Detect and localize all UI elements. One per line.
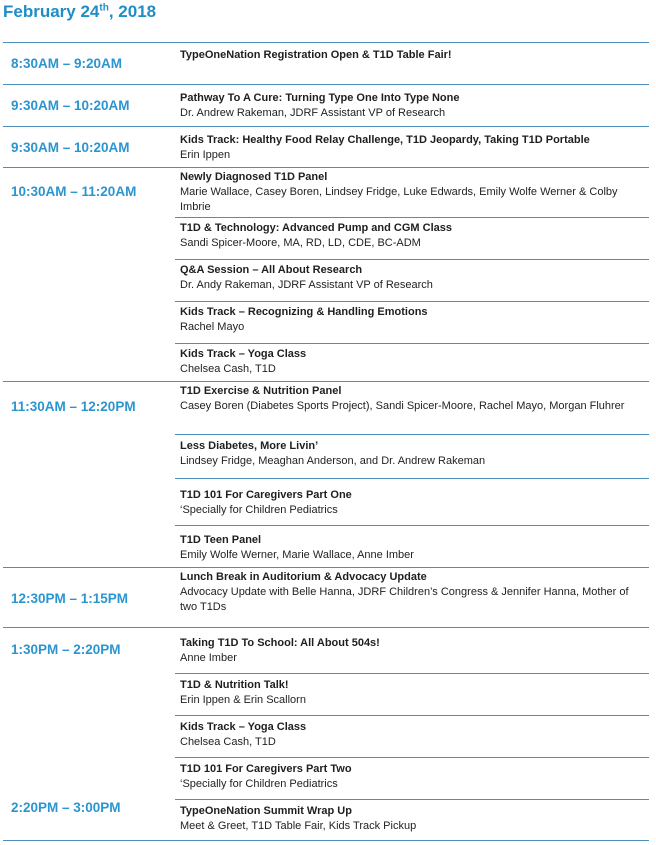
event-title: Lunch Break in Auditorium & Advocacy Update xyxy=(180,571,427,583)
event-description: Dr. Andrew Rakeman, JDRF Assistant VP of Research xyxy=(180,107,446,119)
event xyxy=(180,636,640,666)
divider xyxy=(3,627,649,628)
event-description: Meet & Greet, T1D Table Fair, Kids Track Pickup xyxy=(180,820,417,832)
divider xyxy=(175,478,649,479)
event xyxy=(180,439,640,469)
event-title: T1D Exercise & Nutrition Panel xyxy=(180,385,342,397)
event-title: Taking T1D To School: All About 504s! xyxy=(180,637,380,649)
event-description: Chelsea Cash, T1D xyxy=(180,363,276,375)
event xyxy=(180,533,640,563)
event-title: Kids Track – Yoga Class xyxy=(180,721,307,733)
time-slot: 9:30AM – 10:20AM xyxy=(11,140,130,155)
event-description: Emily Wolfe Werner, Marie Wallace, Anne Imber xyxy=(180,549,414,561)
divider xyxy=(3,42,649,43)
date-suffix: th xyxy=(99,2,109,14)
event xyxy=(180,48,640,63)
event xyxy=(180,678,640,708)
time-slot: 11:30AM – 12:20PM xyxy=(11,399,136,414)
event xyxy=(180,720,640,750)
event-title: T1D 101 For Caregivers Part Two xyxy=(180,763,352,775)
event xyxy=(180,170,640,215)
event-description: Erin Ippen xyxy=(180,149,231,161)
divider xyxy=(175,259,649,260)
event xyxy=(180,347,640,377)
event-title: Newly Diagnosed T1D Panel xyxy=(180,171,328,183)
event xyxy=(180,762,640,792)
event-description: Chelsea Cash, T1D xyxy=(180,736,276,748)
event-title: T1D Teen Panel xyxy=(180,534,262,546)
event-title: T1D & Technology: Advanced Pump and CGM Class xyxy=(180,222,452,234)
event-title: Kids Track – Recognizing & Handling Emotions xyxy=(180,306,428,318)
event-description: Advocacy Update with Belle Hanna, JDRF Children’s Congress & Jennifer Hanna, Mother of two T1Ds xyxy=(180,586,629,613)
time-slot: 10:30AM – 11:20AM xyxy=(11,184,137,199)
event-title: TypeOneNation Registration Open & T1D Table Fair! xyxy=(180,49,452,61)
divider xyxy=(3,126,649,127)
divider xyxy=(175,673,649,674)
divider xyxy=(175,715,649,716)
event-title: Kids Track: Healthy Food Relay Challenge, T1D Jeopardy, Taking T1D Portable xyxy=(180,134,590,146)
event-title: T1D & Nutrition Talk! xyxy=(180,679,289,691)
divider xyxy=(175,343,649,344)
event-description: Rachel Mayo xyxy=(180,321,245,333)
event-description: Casey Boren (Diabetes Sports Project), Sandi Spicer-Moore, Rachel Mayo, Morgan Fluhrer xyxy=(180,400,625,412)
event xyxy=(180,133,640,163)
divider xyxy=(175,301,649,302)
event-description: Dr. Andy Rakeman, JDRF Assistant VP of Research xyxy=(180,279,433,291)
divider xyxy=(175,525,649,526)
event xyxy=(180,384,640,414)
time-slot: 12:30PM – 1:15PM xyxy=(11,591,129,606)
event-title: Q&A Session – All About Research xyxy=(180,264,363,276)
event-description: Sandi Spicer-Moore, MA, RD, LD, CDE, BC-ADM xyxy=(180,237,421,249)
divider xyxy=(3,84,649,85)
event-title: Less Diabetes, More Livin’ xyxy=(180,440,319,452)
divider xyxy=(3,167,649,168)
event-title: T1D 101 For Caregivers Part One xyxy=(180,489,352,501)
time-slot: 9:30AM – 10:20AM xyxy=(11,98,130,113)
event xyxy=(180,305,640,335)
event xyxy=(180,488,640,518)
event xyxy=(180,221,640,251)
event-description: Anne Imber xyxy=(180,652,237,664)
event-description: Erin Ippen & Erin Scallorn xyxy=(180,694,306,706)
divider xyxy=(175,217,649,218)
event xyxy=(180,804,640,834)
event xyxy=(180,263,640,293)
time-slot: 1:30PM – 2:20PM xyxy=(11,642,121,657)
divider xyxy=(175,434,649,435)
event-title: TypeOneNation Summit Wrap Up xyxy=(180,805,352,817)
divider xyxy=(175,799,649,800)
time-slot: 2:20PM – 3:00PM xyxy=(11,800,121,815)
event xyxy=(180,91,640,121)
divider xyxy=(3,840,649,841)
time-slot: 8:30AM – 9:20AM xyxy=(11,56,123,71)
page-title: February 24th, 2018 xyxy=(3,2,157,21)
event-title: Pathway To A Cure: Turning Type One Into Type None xyxy=(180,92,460,104)
event-description: ‘Specially for Children Pediatrics xyxy=(180,504,338,516)
event-title: Kids Track – Yoga Class xyxy=(180,348,307,360)
event-description: Marie Wallace, Casey Boren, Lindsey Fridge, Luke Edwards, Emily Wolfe Werner & Colby Imbrie xyxy=(180,186,618,213)
divider xyxy=(3,567,649,568)
event-description: ‘Specially for Children Pediatrics xyxy=(180,778,338,790)
event xyxy=(180,570,640,615)
divider xyxy=(3,381,649,382)
event-description: Lindsey Fridge, Meaghan Anderson, and Dr. Andrew Rakeman xyxy=(180,455,486,467)
divider xyxy=(175,757,649,758)
